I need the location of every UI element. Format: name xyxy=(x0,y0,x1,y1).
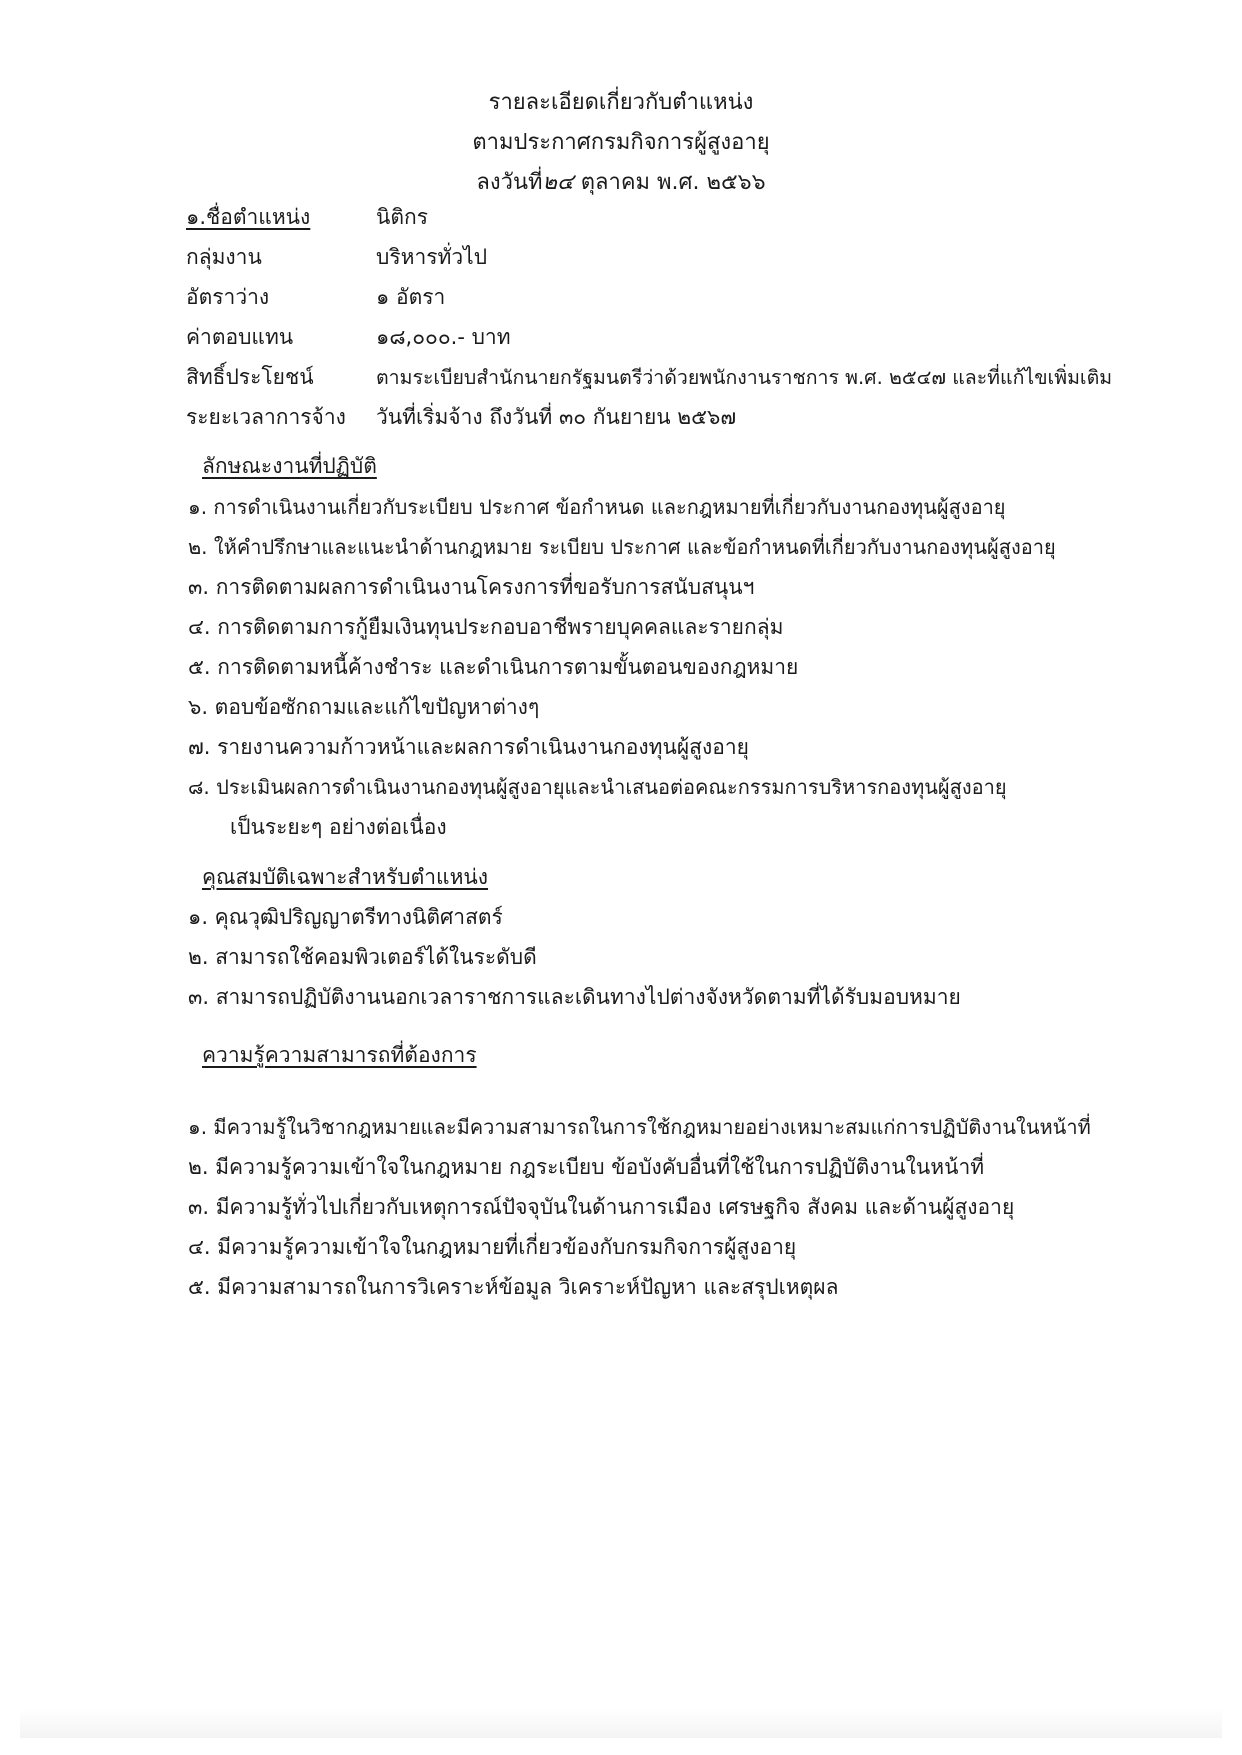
detail-label: กลุ่มงาน xyxy=(186,245,262,269)
detail-value: ๑๘,๐๐๐.- บาท xyxy=(376,325,511,349)
date-line xyxy=(0,168,1242,198)
duties-heading: ลักษณะงานที่ปฏิบัติ xyxy=(202,454,377,478)
detail-row-period xyxy=(186,402,736,432)
detail-row-position xyxy=(186,202,428,232)
detail-value: ๑ อัตรา xyxy=(376,285,446,309)
duty-item: ๔. การติดตามการกู้ยืมเงินทุนประกอบอาชีพรายบุคคลและรายกลุ่ม xyxy=(188,615,784,639)
doc-title: รายละเอียดเกี่ยวกับตำแหน่ง xyxy=(488,90,754,115)
knowledge-item: ๕. มีความสามารถในการวิเคราะห์ข้อมูล วิเคราะห์ปัญหา และสรุปเหตุผล xyxy=(188,1275,839,1299)
duty-item: ๘. ประเมินผลการดำเนินงานกองทุนผู้สูงอายุและนำเสนอต่อคณะกรรมการบริหารกองทุนผู้สูงอายุ xyxy=(188,775,1007,799)
duty-item-continuation: เป็นระยะๆ อย่างต่อเนื่อง xyxy=(230,815,447,839)
detail-label: ระยะเวลาการจ้าง xyxy=(186,405,346,429)
duty-item: ๗. รายงานความก้าวหน้าและผลการดำเนินงานกองทุนผู้สูงอายุ xyxy=(188,735,749,759)
detail-row-vacancy xyxy=(186,282,445,312)
detail-value: วันที่เริ่มจ้าง ถึงวันที่ ๓๐ กันยายน ๒๕๖๗ xyxy=(376,405,737,429)
knowledge-item: ๓. มีความรู้ทั่วไปเกี่ยวกับเหตุการณ์ปัจจุบันในด้านการเมือง เศรษฐกิจ สังคม และด้านผู้สูงอายุ xyxy=(188,1195,1015,1219)
date-prefix: ลงวันที่ xyxy=(476,170,543,195)
knowledge-item: ๔. มีความรู้ความเข้าใจในกฎหมายที่เกี่ยวข้องกับกรมกิจการผู้สูงอายุ xyxy=(188,1235,797,1259)
detail-label: ค่าตอบแทน xyxy=(186,325,294,349)
detail-label: ๑.ชื่อตำแหน่ง xyxy=(186,205,311,229)
knowledge-item: ๒. มีความรู้ความเข้าใจในกฎหมาย กฎระเบียบ ข้อบังคับอื่นที่ใช้ในการปฏิบัติงานในหน้าที่ xyxy=(188,1155,985,1179)
date-day: ๒๔ xyxy=(542,170,574,195)
scan-edge-shadow xyxy=(20,1708,1222,1738)
duty-item: ๖. ตอบข้อซักถามและแก้ไขปัญหาต่างๆ xyxy=(188,695,540,719)
knowledge-heading: ความรู้ความสามารถที่ต้องการ xyxy=(202,1043,477,1067)
detail-value: บริหารทั่วไป xyxy=(376,245,488,269)
detail-row-benefits xyxy=(186,362,1112,393)
qualification-item: ๒. สามารถใช้คอมพิวเตอร์ได้ในระดับดี xyxy=(188,945,537,969)
qualifications-heading: คุณสมบัติเฉพาะสำหรับตำแหน่ง xyxy=(202,865,489,889)
duty-item: ๒. ให้คำปรึกษาและแนะนำด้านกฎหมาย ระเบียบ ประกาศ และข้อกำหนดที่เกี่ยวกับงานกองทุนผู้สูงอายุ xyxy=(188,535,1056,559)
announcement-line: ตามประกาศกรมกิจการผู้สูงอายุ xyxy=(472,130,770,155)
date-suffix: ตุลาคม พ.ศ. ๒๕๖๖ xyxy=(580,170,766,195)
detail-value: ตามระเบียบสำนักนายกรัฐมนตรีว่าด้วยพนักงานราชการ พ.ศ. ๒๕๔๗ และที่แก้ไขเพิ่มเติม xyxy=(376,366,1113,389)
qualification-item: ๓. สามารถปฏิบัติงานนอกเวลาราชการและเดินทางไปต่างจังหวัดตามที่ได้รับมอบหมาย xyxy=(188,985,961,1009)
detail-row-salary xyxy=(186,322,511,352)
duty-item: ๓. การติดตามผลการดำเนินงานโครงการที่ขอรับการสนับสนุนฯ xyxy=(188,575,755,599)
detail-value: นิติกร xyxy=(376,205,428,229)
knowledge-item: ๑. มีความรู้ในวิชากฎหมายและมีความสามารถในการใช้กฎหมายอย่างเหมาะสมแก่การปฏิบัติงานในหน้าที่ xyxy=(188,1115,1091,1139)
detail-label: สิทธิ์ประโยชน์ xyxy=(186,365,314,389)
detail-label: อัตราว่าง xyxy=(186,285,270,309)
duty-item: ๕. การติดตามหนี้ค้างชำระ และดำเนินการตามขั้นตอนของกฎหมาย xyxy=(188,655,799,679)
duty-item: ๑. การดำเนินงานเกี่ยวกับระเบียบ ประกาศ ข้อกำหนด และกฎหมายที่เกี่ยวกับงานกองทุนผู้สูงอายุ xyxy=(188,495,1006,519)
detail-row-group xyxy=(186,242,487,272)
qualification-item: ๑. คุณวุฒิปริญญาตรีทางนิติศาสตร์ xyxy=(188,905,503,929)
